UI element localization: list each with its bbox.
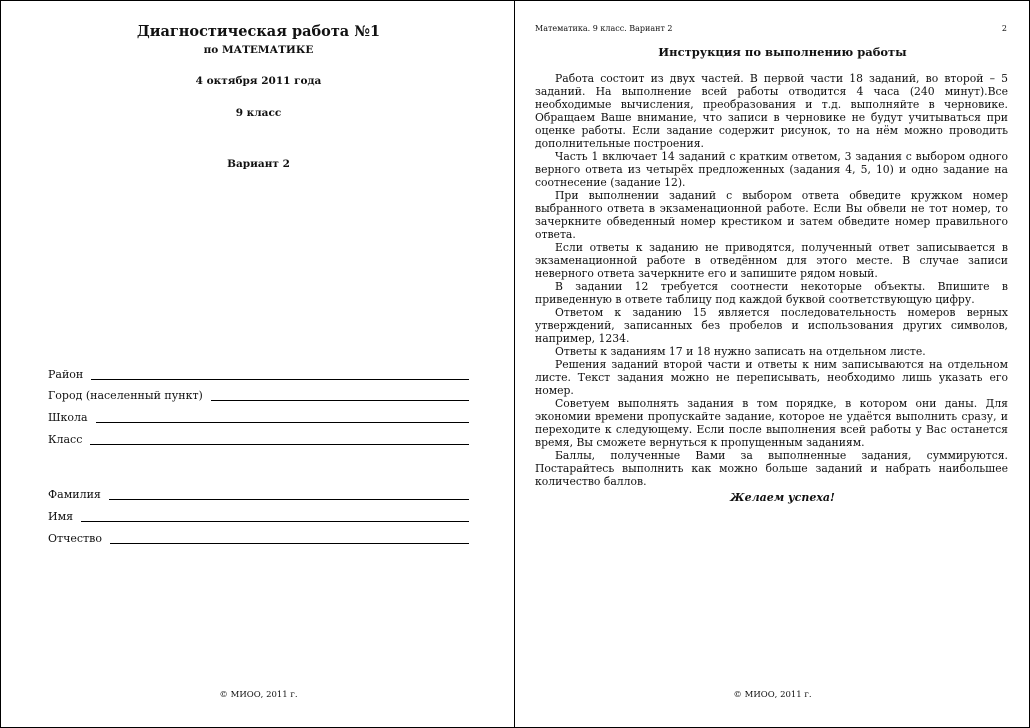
paragraph: Решения заданий второй части и ответы к ним записываются на отдельном листе. Текст задания можно не переписывать, необходимо лишь указать его номер. <box>535 358 1008 397</box>
name-field[interactable] <box>48 509 469 523</box>
subject-line: по МАТЕМАТИКЕ <box>203 44 314 56</box>
paragraph: Баллы, полученные Вами за выполненные задания, суммируются. Постарайтесь выполнить как можно больше заданий и набрать наибольшее количество баллов. <box>535 449 1008 488</box>
grade-label: 9 класс <box>235 107 282 119</box>
surname-field[interactable] <box>48 487 469 501</box>
patronymic-label: Отчество <box>48 532 102 545</box>
district-line[interactable] <box>91 379 469 380</box>
paragraph: При выполнении заданий с выбором ответа обведите кружком номер выбранного ответа в экзаменационной работе. Если Вы обвели не тот номер, то зачеркните обведенный номер крестиком и затем обведите номер правильного ответа. <box>535 189 1008 241</box>
instructions-page <box>515 0 1030 728</box>
instructions-body <box>535 72 1008 488</box>
patronymic-field[interactable] <box>48 531 469 545</box>
school-label: Школа <box>48 411 88 424</box>
name-line[interactable] <box>81 521 469 522</box>
instructions-title: Инструкция по выполнению работы <box>658 45 907 59</box>
name-label: Имя <box>48 510 74 523</box>
school-line[interactable] <box>96 422 469 423</box>
surname-line[interactable] <box>109 499 469 500</box>
running-header: Математика. 9 класс. Вариант 2 <box>535 24 673 33</box>
copyright-right: © МИОО, 2011 г. <box>733 690 812 700</box>
class-line[interactable] <box>90 444 469 445</box>
variant-label: Вариант 2 <box>227 158 290 170</box>
district-field[interactable] <box>48 367 469 381</box>
paragraph: Если ответы к заданию не приводятся, полученный ответ записывается в экзаменационной работе в отведённом для этого месте. В случае записи неверного ответа зачеркните его и запишите рядом новый. <box>535 241 1008 280</box>
paragraph: Работа состоит из двух частей. В первой части 18 заданий, во второй – 5 заданий. На выполнение всей работы отводится 4 часа (240 минут).Все необходимые вычисления, преобразования и т.д. выполняйте в черновике. Обращаем Ваше внимание, что записи в черновике не будут учитываться при оценке работы. Если задание содержит рисунок, то на нём можно проводить дополнительные построения. <box>535 72 1008 150</box>
city-label: Город (населенный пункт) <box>48 389 203 402</box>
exam-date: 4 октября 2011 года <box>195 75 322 87</box>
copyright-left: © МИОО, 2011 г. <box>219 690 298 700</box>
document-title: Диагностическая работа №1 <box>136 23 381 40</box>
paragraph: Ответы к заданиям 17 и 18 нужно записать на отдельном листе. <box>555 345 926 358</box>
surname-label: Фамилия <box>48 488 101 501</box>
paragraph: В задании 12 требуется соотнести некоторые объекты. Впишите в приведенную в ответе таблицу под каждой буквой соответствующую цифру. <box>535 280 1008 306</box>
city-field[interactable] <box>48 388 469 402</box>
closing-wish: Желаем успеха! <box>730 491 835 504</box>
city-line[interactable] <box>211 400 469 401</box>
paragraph: Советуем выполнять задания в том порядке, в котором они даны. Для экономии времени пропускайте задание, которое не удаётся выполнить сразу, и переходите к следующему. Если после выполнения всей работы у Вас останется время, Вы сможете вернуться к пропущенным заданиям. <box>535 397 1008 449</box>
class-label: Класс <box>48 433 83 446</box>
school-field[interactable] <box>48 410 469 424</box>
page-number: 2 <box>1001 24 1007 33</box>
patronymic-line[interactable] <box>110 543 469 544</box>
paragraph: Часть 1 включает 14 заданий с кратким ответом, 3 задания с выбором одного верного ответа из четырёх предложенных (задания 4, 5, 10) и одно задание на соотнесение (задание 12). <box>535 150 1008 189</box>
paragraph: Ответом к заданию 15 является последовательность номеров верных утверждений, записанных без пробелов и использования других символов, например, 1234. <box>535 306 1008 345</box>
class-field[interactable] <box>48 432 469 446</box>
district-label: Район <box>48 368 84 381</box>
